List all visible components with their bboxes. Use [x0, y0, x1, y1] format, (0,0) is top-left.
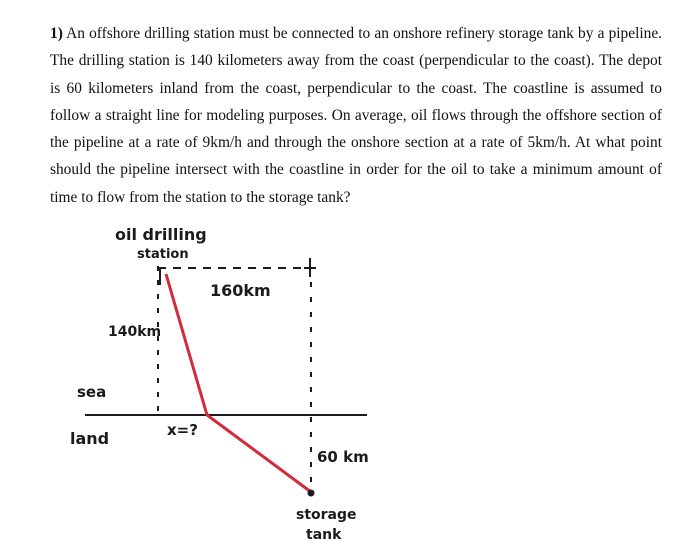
- pipeline: [166, 274, 311, 492]
- sea-label: sea: [77, 383, 107, 401]
- storage-tank-dot: [308, 490, 315, 497]
- vertical-sea-distance-label: 140km: [108, 324, 162, 340]
- tank-label-line2: tank: [306, 527, 342, 543]
- station-label-line1: oil drilling: [115, 225, 207, 244]
- station-label-line2: station: [137, 247, 189, 262]
- problem-text: An offshore drilling station must be connected to an onshore refinery storage tank by a pipeline. The drilling station is 140 kilometers away from the coast (perpendicular to the coast). The depot is 60 kilometers inland from the coast, perpendicular to the coast. The coastline is assumed to follow a straight line for modeling purposes. On average, oil flows through the offshore section of the pipeline at a rate of 9km/h and through the onshore section at a rate of 5km/h. At what point should the pipeline intersect with the coastline in order for the oil to take a minimum amount of time to flow from the station to the storage tank?: [50, 25, 662, 206]
- intersection-x-label: x=?: [167, 421, 198, 439]
- horizontal-distance-label: 160km: [210, 281, 271, 300]
- land-label: land: [70, 429, 110, 448]
- tank-label-line1: storage: [296, 507, 357, 523]
- vertical-land-distance-label: 60 km: [317, 448, 369, 466]
- problem-number: 1): [50, 25, 63, 42]
